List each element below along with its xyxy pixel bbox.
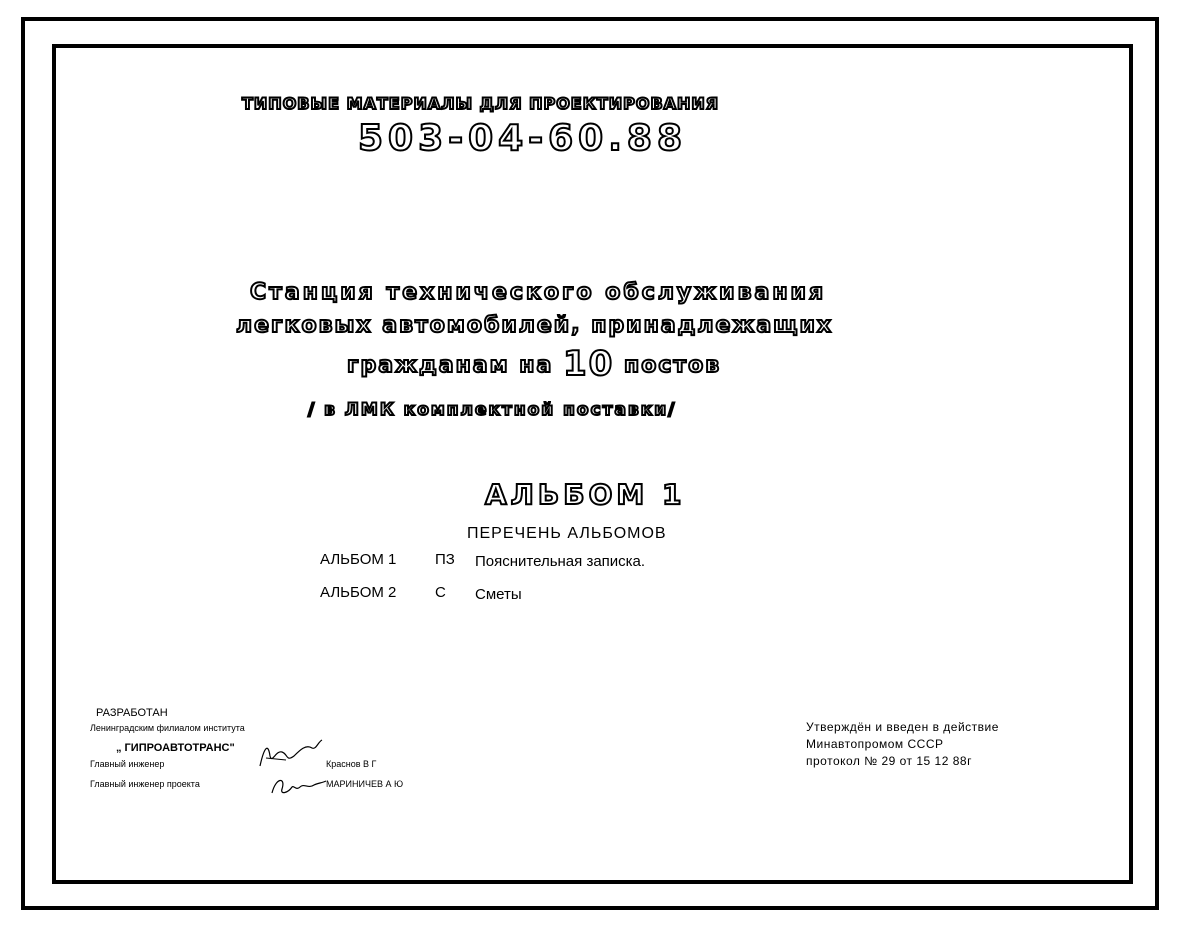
- chief-engineer-signature: [256, 738, 326, 770]
- album-row-name: АЛЬБОМ 1: [320, 551, 397, 568]
- title-posts-number: 10: [563, 344, 615, 384]
- series-label: ТИПОВЫЕ МАТЕРИАЛЫ ДЛЯ ПРОЕКТИРОВАНИЯ: [242, 94, 720, 113]
- album-row-code: ПЗ: [435, 551, 455, 568]
- document-code: 503-04-60.88: [358, 118, 687, 159]
- title-line-3-end: постов: [624, 353, 722, 378]
- title-line-2: легковых автомобилей, принадлежащих: [236, 313, 834, 338]
- album-row-desc: Сметы: [475, 586, 522, 603]
- title-line-3: [347, 344, 721, 384]
- album-row-desc: Пояснительная записка.: [475, 553, 646, 570]
- title-note: / в ЛМК комплектной поставки/: [308, 400, 677, 420]
- developer-label: РАЗРАБОТАН: [96, 707, 168, 719]
- chief-engineer-role: Главный инженер: [90, 759, 165, 769]
- approval-line-3: протокол № 29 от 15 12 88г: [806, 754, 972, 768]
- project-engineer-role: Главный инженер проекта: [90, 779, 200, 789]
- approval-line-1: Утверждён и введен в действие: [806, 720, 999, 734]
- title-line-1: Станция технического обслуживания: [250, 280, 827, 305]
- album-title: АЛЬБОМ 1: [485, 478, 686, 511]
- album-row-code: С: [435, 584, 446, 601]
- chief-engineer-name: Краснов В Г: [326, 759, 377, 769]
- developer-institute: „ ГИПРОАВТОТРАНС": [116, 742, 235, 754]
- album-row-name: АЛЬБОМ 2: [320, 584, 397, 601]
- project-engineer-name: МАРИНИЧЕВ А Ю: [326, 779, 404, 789]
- approval-line-2: Минавтопромом СССР: [806, 737, 944, 751]
- title-line-3-start: гражданам на: [347, 353, 554, 378]
- project-engineer-signature: [268, 773, 328, 799]
- album-list-heading: ПЕРЕЧЕНЬ АЛЬБОМОВ: [467, 525, 667, 542]
- developer-branch: Ленинградским филиалом института: [90, 723, 245, 733]
